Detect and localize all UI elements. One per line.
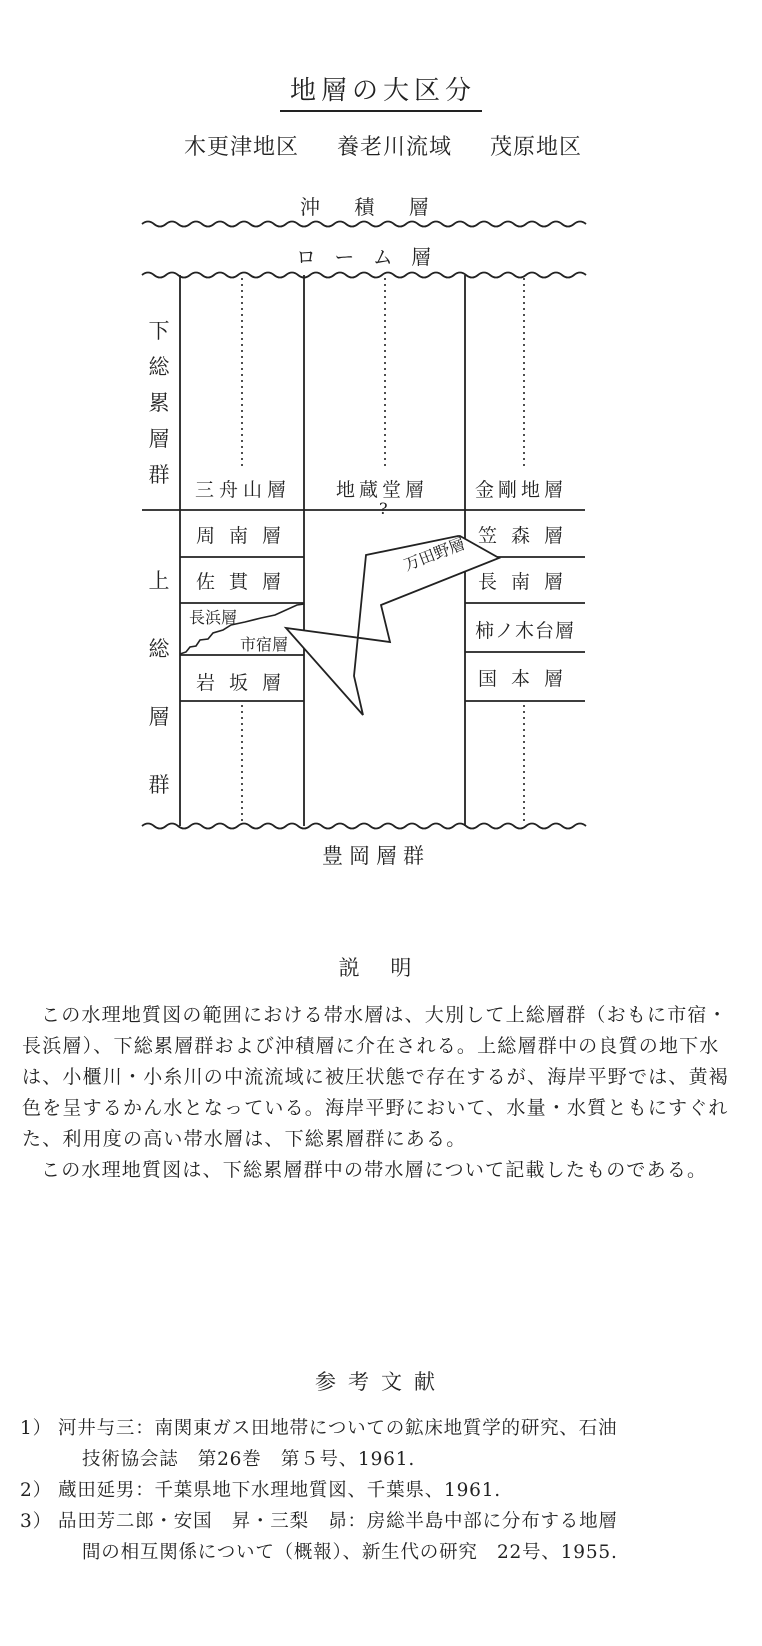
formation-kunimoto: 国本層	[478, 668, 578, 690]
reference-item-2	[20, 1475, 740, 1506]
reference-item-3	[20, 1506, 740, 1568]
reference-number: 2）	[20, 1480, 52, 1501]
mandano-arrow	[286, 536, 499, 715]
explanation-paragraph: この水理地質図の範囲における帯水層は、大別して上総層群（おもに市宿・長浜層）、下総累層群および沖積層に介在される。上総層群中の良質の地下水は、小櫃川・小糸川の中流流域に被圧状態で存在するが、海岸平野では、黄褐色を呈するかん水となっている。海岸平野において、水量・水質ともにすぐれた、利用度の高い帯水層は、下総累層群にある。	[22, 1004, 730, 1150]
region-kisarazu: 木更津地区	[184, 135, 300, 160]
formation-ichijuku: 市宿層	[240, 635, 289, 654]
region-mobara: 茂原地区	[490, 135, 583, 160]
unknown-mark: ?	[379, 499, 388, 518]
formation-mandano: 万田野層	[401, 533, 468, 575]
explanation-body	[22, 1000, 740, 1186]
formation-nagahama: 長浜層	[189, 608, 238, 627]
label-alluvium: 沖 積 層	[300, 195, 443, 219]
region-yoro: 養老川流域	[337, 135, 453, 160]
formation-sanuki: 佐貫層	[196, 571, 296, 593]
reference-text-continued: 間の相互関係について（概報）、新生代の研究 22号、1955.	[82, 1542, 618, 1563]
reference-text: 蔵田延男：千葉県地下水理地質図、千葉県、1961.	[58, 1480, 501, 1501]
formation-kongochi: 金剛地層	[475, 479, 568, 501]
formation-kakinokidai: 柿ノ木台層	[475, 620, 576, 642]
wavy-line-loam	[142, 273, 586, 278]
reference-item-1	[20, 1413, 740, 1475]
label-loam: ロ ー ム 層	[296, 245, 438, 269]
formation-shunan: 周南層	[196, 525, 296, 547]
bottom-layer-toyooka: 豊岡層群	[322, 844, 430, 868]
wavy-line-base	[142, 824, 586, 829]
group-shimousa: 下総累層群	[148, 319, 170, 487]
reference-number: 3）	[20, 1511, 52, 1532]
reference-text: 品田芳二郎・安国 昇・三梨 昴：房総半島中部に分布する地層	[58, 1511, 618, 1532]
explanation-heading: 説 明	[338, 956, 424, 980]
wavy-line-alluvium	[142, 222, 586, 227]
reference-number: 1）	[20, 1418, 52, 1439]
formation-mifuneyama: 三舟山層	[195, 479, 292, 501]
references-heading: 参考文献	[315, 1370, 447, 1394]
formation-chonan: 長南層	[478, 571, 578, 593]
figure-title: 地層の大区分	[0, 70, 762, 107]
group-kazusa: 上総層群	[148, 569, 170, 797]
reference-text: 河井与三：南関東ガス田地帯についての鉱床地質学的研究、石油	[58, 1418, 618, 1439]
formation-iwasaka: 岩坂層	[196, 672, 296, 694]
formation-kasamori: 笠森層	[478, 525, 578, 547]
formation-jizodo: 地蔵堂層	[336, 479, 429, 501]
reference-text-continued: 技術協会誌 第26巻 第５号、1961.	[82, 1449, 416, 1470]
explanation-paragraph: この水理地質図は、下総累層群中の帯水層について記載したものである。	[41, 1159, 708, 1181]
